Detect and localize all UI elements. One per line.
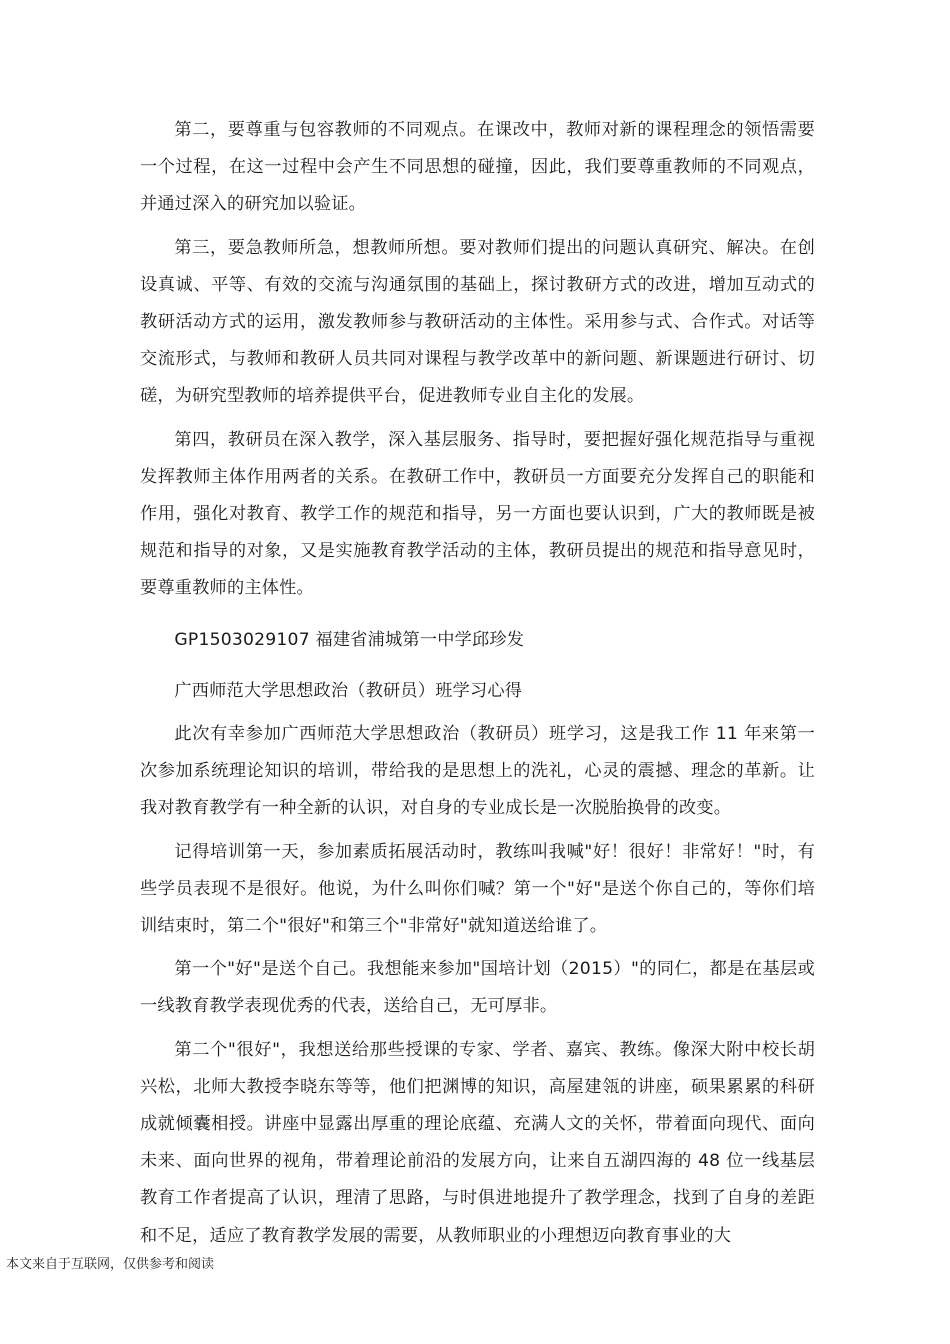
paragraph-intro: 此次有幸参加广西师范大学思想政治（教研员）班学习，这是我工作 11 年来第一次参加系统理论知识的培训，带给我的是思想上的洗礼，心灵的震撼、理念的革新。让我对教育教学有一种全新的认识，对自身的专业成长是一次脱胎换骨的改变。 — [140, 724, 815, 819]
paragraph-first-good: 第一个"好"是送个自己。我想能来参加"国培计划（2015）"的同仁，都是在基层或一线教育教学表现优秀的代表，送给自己，无可厚非。 — [140, 959, 815, 1017]
author-line: GP1503029107 福建省浦城第一中学邱珍发 — [174, 629, 525, 650]
document-body — [140, 112, 815, 1261]
paragraph-first-day: 记得培训第一天，参加素质拓展活动时，教练叫我喊"好！很好！非常好！"时，有些学员表现不是很好。他说，为什么叫你们喊？第一个"好"是送个你自己的，等你们培训结束时，第二个"很好"和第三个"非常好"就知道送给谁了。 — [140, 841, 815, 937]
footer-disclaimer: 本文来自于互联网，仅供参考和阅读 — [6, 1257, 215, 1272]
paragraph-fourth-point: 第四，教研员在深入教学，深入基层服务、指导时，要把握好强化规范指导与重视发挥教师主体作用两者的关系。在教研工作中，教研员一方面要充分发挥自己的职能和作用，强化对教育、教学工作的规范和指导，另一方面也要认识到，广大的教师既是被规范和指导的对象，又是实施教育教学活动的主体，教研员提出的规范和指导意见时，要尊重教师的主体性。 — [140, 429, 815, 599]
paragraph-second-point: 第二，要尊重与包容教师的不同观点。在课改中，教师对新的课程理念的领悟需要一个过程，在这一过程中会产生不同思想的碰撞，因此，我们要尊重教师的不同观点，并通过深入的研究加以验证。 — [140, 120, 815, 215]
paragraph-third-point: 第三，要急教师所急，想教师所想。要对教师们提出的问题认真研究、解决。在创设真诚、平等、有效的交流与沟通氛围的基础上，探讨教研方式的改进，增加互动式的教研活动方式的运用，激发教师参与教研活动的主体性。采用参与式、合作式。对话等交流形式，与教师和教研人员共同对课程与教学改革中的新问题、新课题进行研讨、切磋，为研究型教师的培养提供平台，促进教师专业自主化的发展。 — [140, 237, 815, 407]
article-title: 广西师范大学思想政治（教研员）班学习心得 — [174, 680, 523, 701]
paragraph-second-good: 第二个"很好"，我想送给那些授课的专家、学者、嘉宾、教练。像深大附中校长胡兴松，北师大教授李晓东等等，他们把渊博的知识，高屋建瓴的讲座，硕果累累的科研成就倾囊相授。讲座中显露出厚重的理论底蕴、充满人文的关怀，带着面向现代、面向未来、面向世界的视角，带着理论前沿的发展方向，让来自五湖四海的 48 位一线基层教育工作者提高了认识，理清了思路，与时俱进地提升了教学理念，找到了自身的差距和不足，适应了教育教学发展的需要，从教师职业的小理想迈向教育事业的大 — [140, 1039, 815, 1246]
